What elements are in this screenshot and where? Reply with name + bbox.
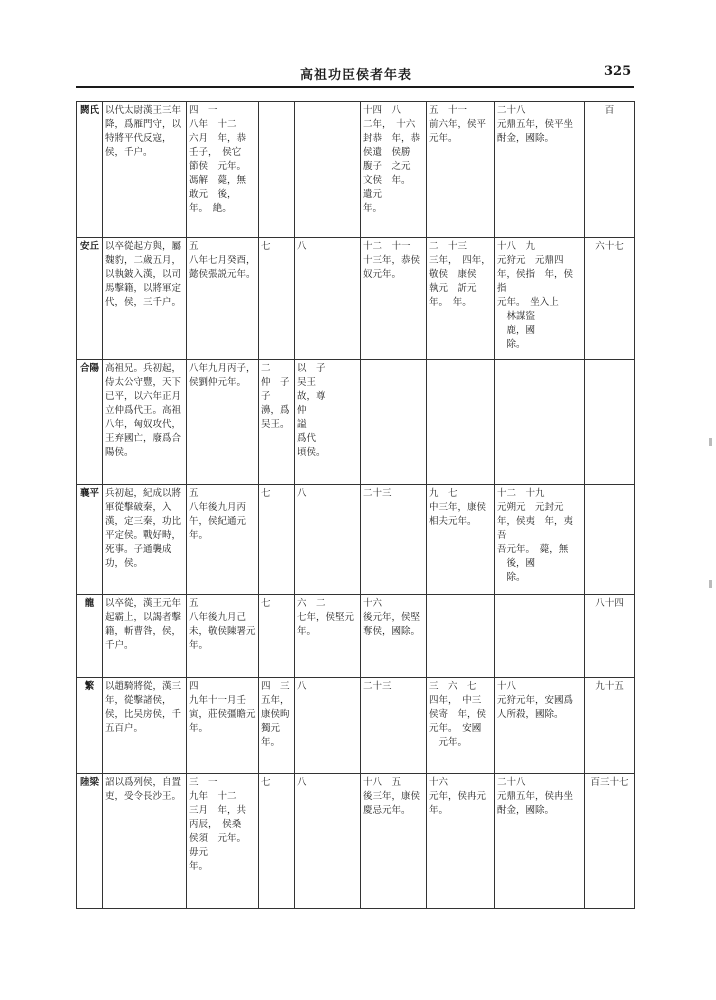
cell-rank (585, 360, 635, 485)
cell-wu-reign: 十八 元狩元年，安國爲人所殺，國除。 (495, 678, 585, 774)
cell-empress-lu-reign: 以 子 吴王 故，尊 仲 謚 爲代 頃侯。 (295, 360, 361, 485)
cell-gaozu-reign: 八年九月丙子，侯劉仲元年。 (187, 360, 259, 485)
cell-empress-lu-reign (295, 102, 361, 238)
cell-rank: 百三十七 (585, 774, 635, 909)
cell-gaozu-reign: 三 一 九年 十二 三月 年，共 丙辰， 侯桑 侯須 元年。 毋元 年。 (187, 774, 259, 909)
running-header-title: 高祖功臣侯者年表 (300, 68, 413, 83)
cell-gaozu-reign: 五 八年七月癸酉，懿侯張説元年。 (187, 238, 259, 360)
cell-jing-reign (427, 360, 495, 485)
cell-gaozu-reign: 五 八年後九月丙午，侯紀通元年。 (187, 485, 259, 595)
cell-wen-reign: 十四 八 二年， 十六 封恭 年，恭 侯遺 侯勝 腹子 之元 文侯 年。 遺元 年。 (361, 102, 427, 238)
fief-name: 繁 (77, 678, 103, 774)
cell-rank (585, 485, 635, 595)
cell-narrative: 兵初起，紀成以將軍從擊破秦，入漢，定三秦，功比平定侯。戰好畤，死事。子通襲成功，侯。 (103, 485, 187, 595)
table-row (77, 678, 635, 774)
cell-empress-lu-reign: 八 (295, 485, 361, 595)
table-row (77, 102, 635, 238)
cell-narrative: 以卒從起方與，屬魏豹，二歲五月，以執鈹入漢，以司馬擊籍，以將軍定代，侯，三千户。 (103, 238, 187, 360)
cell-narrative: 詔以爲列侯，自置吏，受令長沙王。 (103, 774, 187, 909)
cell-wen-reign: 二十三 (361, 678, 427, 774)
fief-name: 閼氏 (77, 102, 103, 238)
cell-rank: 八十四 (585, 595, 635, 678)
cell-empress-lu-reign: 八 (295, 238, 361, 360)
cell-narrative: 以趙騎將從，漢三年，從擊諸侯，侯，比吴房侯，千五百户。 (103, 678, 187, 774)
cell-gaozu-reign: 四 一 八年 十二 六月 年，恭 壬子， 侯它 節侯 元年。 馮解 薨，無 敢元 後， 年。 絶。 (187, 102, 259, 238)
table-row (77, 774, 635, 909)
table-row (77, 485, 635, 595)
fief-name: 合陽 (77, 360, 103, 485)
fief-name: 安丘 (77, 238, 103, 360)
cell-wu-reign (495, 360, 585, 485)
cell-wu-reign: 十八 九 元狩元 元鼎四 年，侯指 年，侯指 元年。 坐入上 林謀盜 鹿，國 除。 (495, 238, 585, 360)
cell-hui-reign: 七 (259, 238, 295, 360)
cell-wu-reign: 十二 十九 元朔元 元封元 年，侯夷 年，夷吾 吾元年。 薨，無 後，國 除。 (495, 485, 585, 595)
fief-name: 龍 (77, 595, 103, 678)
cell-wen-reign: 十二 十一 十三年，恭侯奴元年。 (361, 238, 427, 360)
cell-jing-reign (427, 595, 495, 678)
cell-wen-reign: 二十三 (361, 485, 427, 595)
cell-wen-reign (361, 360, 427, 485)
cell-rank: 九十五 (585, 678, 635, 774)
cell-jing-reign: 十六 元年，侯冉元年。 (427, 774, 495, 909)
cell-narrative: 以代太尉漢王三年降，爲雁門守，以特將平代反寇，侯，千户。 (103, 102, 187, 238)
table-row (77, 360, 635, 485)
cell-jing-reign: 二 十三 三年， 四年， 敬侯 康侯 執元 訢元 年。 年。 (427, 238, 495, 360)
cell-gaozu-reign: 四 九年十一月壬寅，莊侯彊瞻元年。 (187, 678, 259, 774)
cell-hui-reign: 七 (259, 485, 295, 595)
cell-hui-reign (259, 102, 295, 238)
cell-hui-reign: 七 (259, 595, 295, 678)
cell-wu-reign (495, 595, 585, 678)
cell-jing-reign: 五 十一 前六年，侯平元年。 (427, 102, 495, 238)
cell-rank: 六十七 (585, 238, 635, 360)
scan-edge-mark (709, 438, 712, 446)
cell-wen-reign: 十八 五 後三年，康侯慶忌元年。 (361, 774, 427, 909)
scan-edge-mark (709, 580, 712, 588)
cell-hui-reign: 七 (259, 774, 295, 909)
cell-gaozu-reign: 五 八年後九月己未，敬侯陳署元年。 (187, 595, 259, 678)
cell-empress-lu-reign: 八 (295, 678, 361, 774)
cell-narrative: 高祖兄。兵初起，侍太公守豐，天下已平，以六年正月立仲爲代王。高祖八年，匈奴攻代，王弃國亡，廢爲合陽侯。 (103, 360, 187, 485)
table-row (77, 238, 635, 360)
fief-name: 襄平 (77, 485, 103, 595)
cell-rank: 百 (585, 102, 635, 238)
cell-jing-reign: 九 七 中三年，康侯相夫元年。 (427, 485, 495, 595)
cell-narrative: 以卒從，漢王元年起霸上，以謁者擊籍，斬曹咎，侯，千户。 (103, 595, 187, 678)
fief-name: 陸梁 (77, 774, 103, 909)
cell-empress-lu-reign: 六 二 七年，侯堅元年。 (295, 595, 361, 678)
table-row (77, 595, 635, 678)
cell-wen-reign: 十六 後元年，侯堅奪侯，國除。 (361, 595, 427, 678)
cell-jing-reign: 三 六 七 四年， 中三 侯寄 年，侯 元年。 安國 元年。 (427, 678, 495, 774)
page-number: 325 (604, 64, 632, 79)
header-rule (76, 86, 634, 88)
marquis-chronology-table (76, 101, 635, 909)
cell-hui-reign: 二 仲 子 子 濞，爲 吴王。 (259, 360, 295, 485)
cell-wu-reign: 二十八 元鼎五年，侯平坐酎金，國除。 (495, 102, 585, 238)
cell-wu-reign: 二十八 元鼎五年，侯冉坐酎金，國除。 (495, 774, 585, 909)
cell-hui-reign: 四 三 五年，康侯昫獨元年。 (259, 678, 295, 774)
cell-empress-lu-reign: 八 (295, 774, 361, 909)
